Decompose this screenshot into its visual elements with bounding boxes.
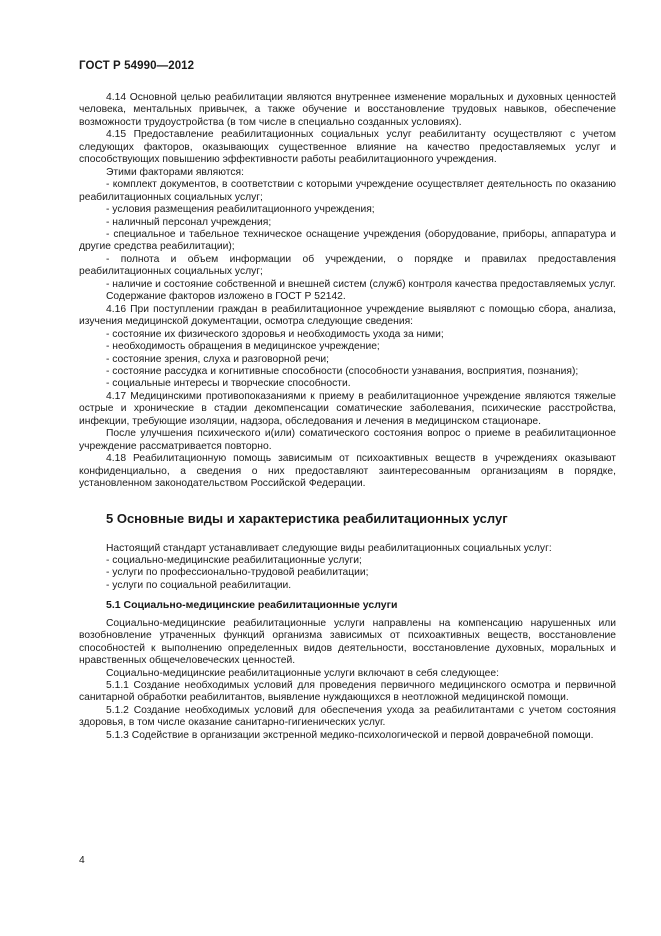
section-5-heading: 5 Основные виды и характеристика реабилитационных услуг	[106, 510, 508, 526]
paragraph-4-14: 4.14 Основной целью реабилитации являются внутреннее изменение моральных и духовных ценностей человека, ментальных привычек, а также обучение и восстановление трудовых навыков, обеспечение возможности трудоустройства (в том числе в специально созданных условиях).	[79, 92, 616, 128]
service-type-item: - услуги по социальной реабилитации.	[106, 579, 292, 591]
paragraph-4-15: 4.15 Предоставление реабилитационных социальных услуг реабилитанту осуществляют с учетом следующих факторов, оказывающих существенное влияние на качество предоставляемых услуг и способствующих повышению эффективности работы реабилитационного учреждения.	[79, 129, 616, 166]
info-item: - состояние зрения, слуха и разговорной речи;	[106, 353, 330, 365]
service-type-item: - услуги по профессионально-трудовой реабилитации;	[106, 567, 369, 579]
clause-5-1-2: 5.1.2 Создание необходимых условий для обеспечения ухода за реабилитантами с учетом состояния здоровья, в том числе оказание санитарно-гигиенических услуг.	[79, 704, 616, 729]
factor-item: - условия размещения реабилитационного учреждения;	[106, 204, 375, 216]
clause-5-1-3: 5.1.3 Содействие в организации экстренной медико-психологической и первой доврачебной помощи.	[106, 729, 594, 741]
subsection-5-1-includes: Социально-медицинские реабилитационные услуги включают в себя следующее:	[106, 667, 499, 679]
page-number: 4	[79, 855, 85, 866]
document-header: ГОСТ Р 54990—2012	[79, 60, 195, 72]
factors-reference: Содержание факторов изложено в ГОСТ Р 52142.	[106, 291, 346, 303]
factor-item: - специальное и табельное техническое оснащение учреждения (оборудование, приборы, аппаратура и другие средства реабилитации);	[79, 228, 616, 253]
factor-item: - полнота и объем информации об учреждении, о порядке и правилах предоставления реабилитационных социальных услуг;	[79, 253, 616, 278]
factors-intro: Этими факторами являются:	[106, 166, 244, 178]
info-item: - состояние рассудка и когнитивные способности (способности узнавания, восприятия, познания);	[106, 365, 579, 377]
document-body	[79, 92, 616, 742]
paragraph-4-18: 4.18 Реабилитационную помощь зависимым от психоактивных веществ в учреждениях оказывают конфиденциально, а сведения о них предоставляют заинтересованным организациям в порядке, установленном законодательством Российской Федерации.	[79, 453, 616, 490]
subsection-5-1-heading: 5.1 Социально-медицинские реабилитационные услуги	[106, 599, 398, 612]
info-item: - необходимость обращения в медицинское учреждение;	[106, 341, 380, 353]
factor-item: - наличие и состояние собственной и внешней систем (служб) контроля качества предоставляемых услуг.	[106, 278, 616, 290]
factor-item: - наличный персонал учреждения;	[106, 216, 272, 228]
paragraph-4-17-continued: После улучшения психического и(или) соматического состояния вопрос о приеме в реабилитационное учреждение рассматривается повторно.	[79, 428, 616, 452]
section-5-intro: Настоящий стандарт устанавливает следующие виды реабилитационных социальных услуг:	[106, 542, 552, 554]
subsection-5-1-paragraph: Социально-медицинские реабилитационные услуги направлены на компенсацию нарушенных или возобновление утраченных функций организма зависимых от психоактивных веществ, восстановление способностей к выполнению определенных видов деятельности, восстановление духовных, моральных и нравственных общечеловеческих ценностей.	[79, 617, 616, 667]
info-item: - состояние их физического здоровья и необходимость ухода за ними;	[106, 328, 444, 340]
clause-5-1-1: 5.1.1 Создание необходимых условий для проведения первичного медицинского осмотра и первичной санитарной обработки реабилитантов, выявление нуждающихся в неотложной медицинской помощи.	[79, 680, 616, 704]
info-item: - социальные интересы и творческие способности.	[106, 378, 351, 390]
paragraph-4-16: 4.16 При поступлении граждан в реабилитационное учреждение выявляют с помощью сбора, анализа, изучения медицинской документации, осмотра следующие сведения:	[79, 303, 616, 328]
paragraph-4-17: 4.17 Медицинскими противопоказаниями к приему в реабилитационное учреждение являются тяжелые острые и хронические в стадии декомпенсации соматические заболевания, психические расстройства, инфекции, требующие изоляции, надзора, обследования и лечения в медицинском стационаре.	[79, 390, 616, 427]
factor-item: - комплект документов, в соответствии с которыми учреждение осуществляет деятельность по оказанию реабилитационных социальных услуг;	[79, 179, 616, 203]
service-type-item: - социально-медицинские реабилитационные услуги;	[106, 554, 362, 566]
